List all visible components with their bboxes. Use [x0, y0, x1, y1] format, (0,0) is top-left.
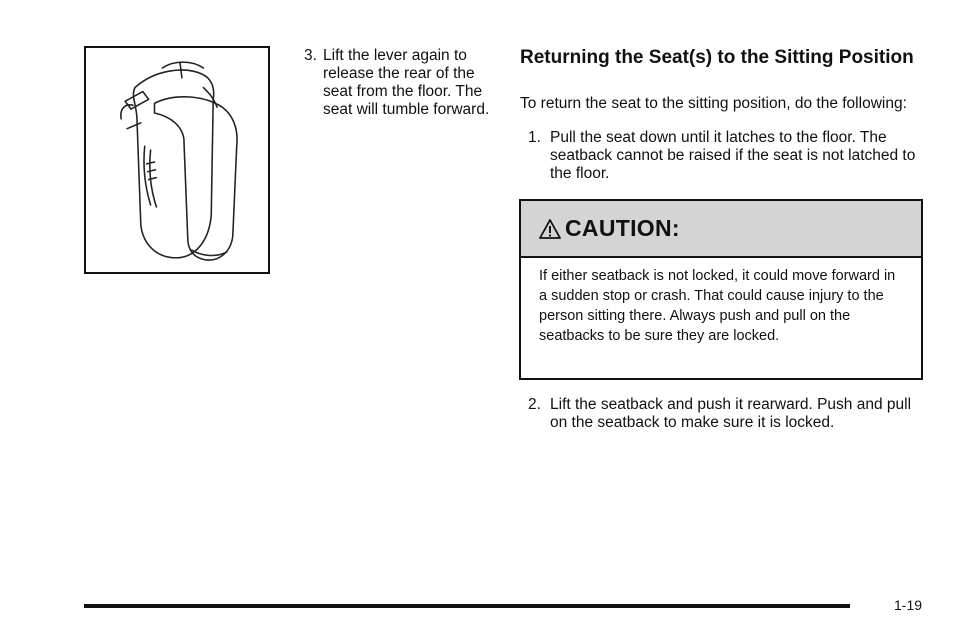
step-text: Lift the seatback and push it rearward. Push and pull on the seatback to make sure it is locked.	[550, 396, 912, 431]
step-number: 2.	[528, 396, 541, 413]
step-1	[528, 129, 923, 183]
seat-illustration	[84, 46, 270, 274]
step-number: 3.	[304, 47, 317, 64]
caution-title: CAUTION:	[565, 215, 680, 241]
caution-header	[521, 201, 921, 258]
step-text: Lift the lever again to release the rear of the seat from the floor. The seat will tumble forward.	[323, 47, 490, 118]
step-3	[304, 47, 500, 119]
intro-text: To return the seat to the sitting position, do the following:	[520, 95, 907, 112]
warning-triangle-icon	[539, 218, 561, 240]
step-number: 1.	[528, 129, 541, 146]
page-number: 1-19	[894, 597, 923, 613]
step-2	[528, 396, 923, 432]
footer-rule	[84, 604, 850, 608]
section-heading: Returning the Seat(s) to the Sitting Position	[520, 47, 914, 68]
caution-box	[519, 199, 923, 380]
caution-body: If either seatback is not locked, it could move forward in a sudden stop or crash. That could cause injury to the person sitting there. Always push and pull on the seatbacks to be sure they are locked.	[539, 268, 896, 344]
step-text: Pull the seat down until it latches to the floor. The seatback cannot be raised if the seat is not latched to the floor.	[550, 129, 916, 182]
seat-tumble-illustration-icon	[86, 48, 268, 272]
